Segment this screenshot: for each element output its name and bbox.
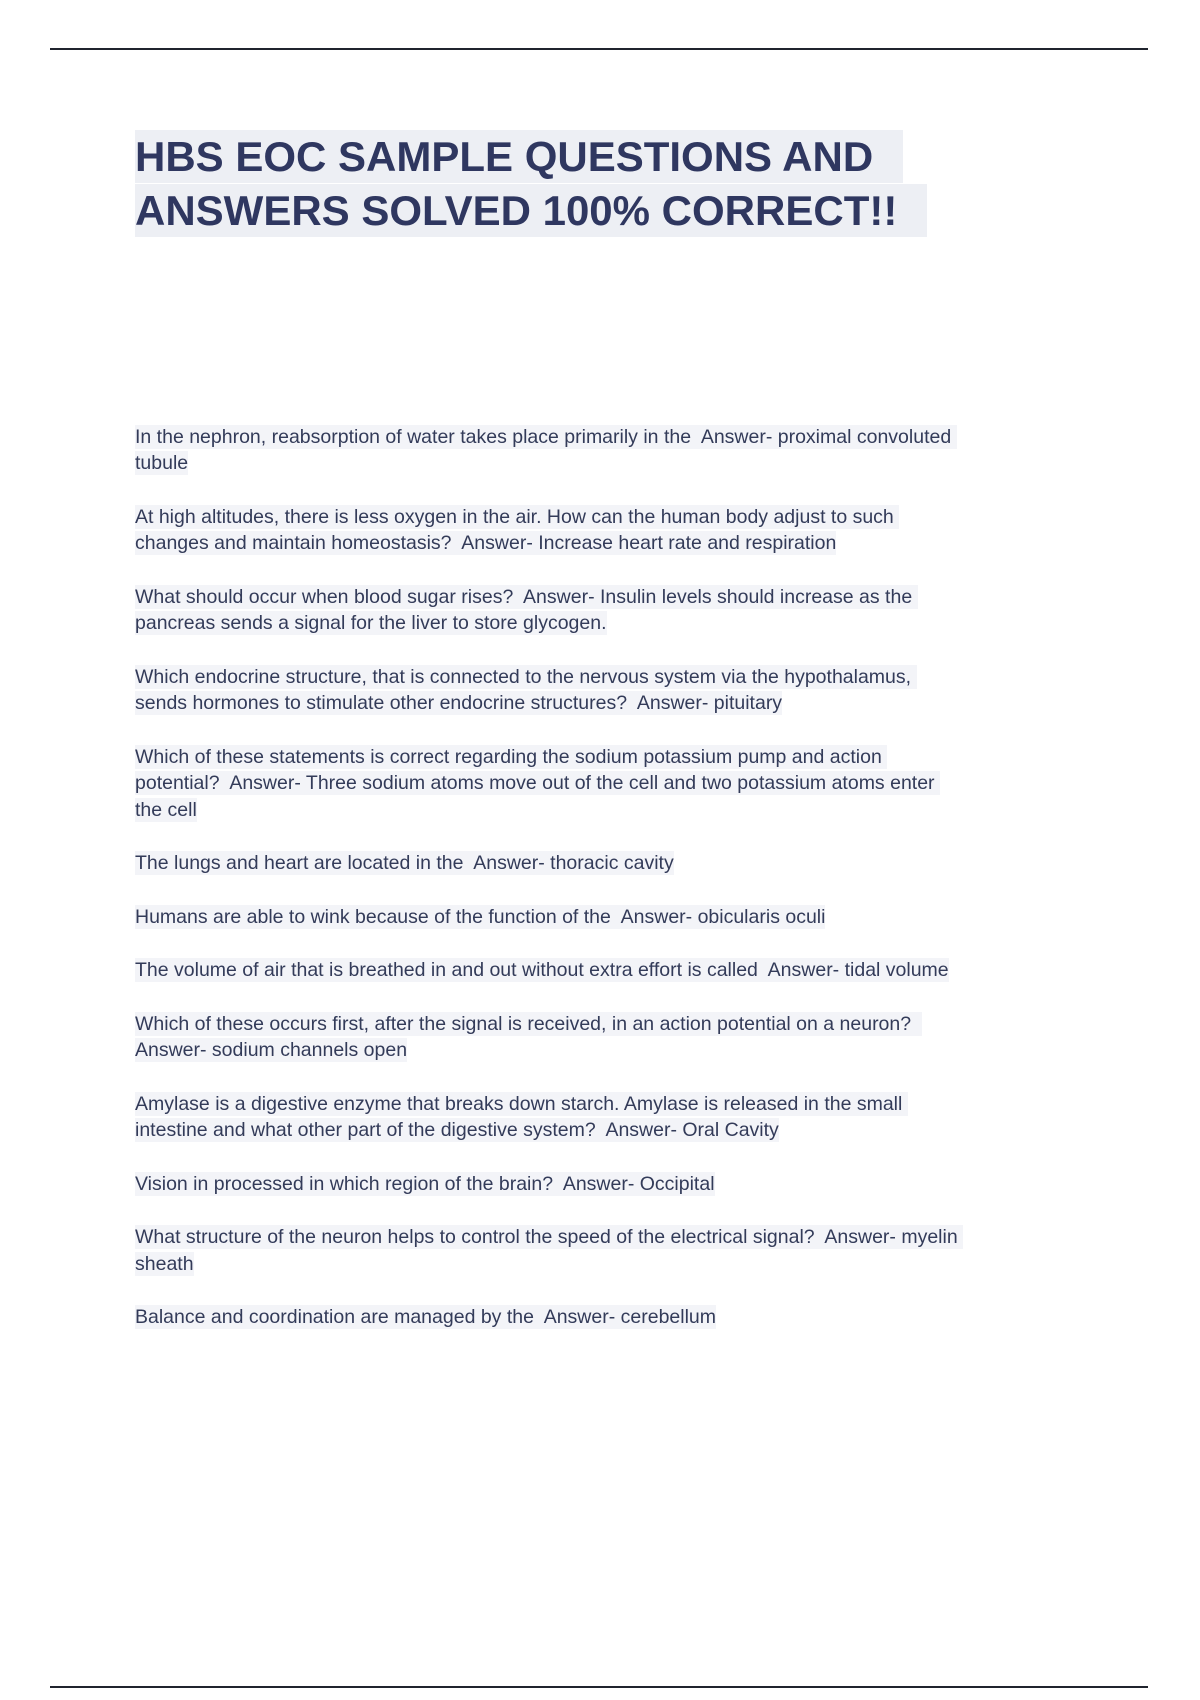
qa-text: The lungs and heart are located in the Answer- thoracic cavity	[135, 852, 674, 874]
qa-text: Which of these statements is correct regarding the sodium potassium pump and action potential? Answer- Three sodium atoms move out of the cell and two potassium atoms enter the cell	[135, 745, 940, 821]
bottom-rule	[50, 1686, 1148, 1688]
qa-paragraph	[135, 904, 967, 931]
qa-text: Which of these occurs first, after the signal is received, in an action potential on a neuron? Answer- sodium channels open	[135, 1012, 922, 1061]
qa-text: What structure of the neuron helps to control the speed of the electrical signal? Answer- myelin sheath	[135, 1226, 964, 1275]
qa-paragraph	[135, 584, 967, 637]
page-content	[135, 130, 967, 1358]
qa-text: Which endocrine structure, that is connected to the nervous system via the hypothalamus, sends hormones to stimulate other endocrine structures? Answer- pituitary	[135, 665, 917, 714]
qa-text: What should occur when blood sugar rises? Answer- Insulin levels should increase as the pancreas sends a signal for the liver to store glycogen.	[135, 585, 918, 634]
page-title-text: HBS EOC SAMPLE QUESTIONS AND ANSWERS SOLVED 100% CORRECT!!	[135, 130, 927, 237]
qa-paragraph	[135, 1171, 967, 1198]
top-rule	[50, 48, 1148, 50]
qa-paragraph	[135, 1011, 967, 1064]
qa-paragraph	[135, 850, 967, 877]
qa-list	[135, 424, 967, 1331]
qa-text: Vision in processed in which region of the brain? Answer- Occipital	[135, 1172, 715, 1195]
qa-text: The volume of air that is breathed in and out without extra effort is called Answer- tidal volume	[135, 959, 949, 981]
qa-text: Balance and coordination are managed by the Answer- cerebellum	[135, 1306, 717, 1328]
qa-paragraph	[135, 1304, 967, 1331]
qa-paragraph	[135, 424, 967, 477]
qa-text: Humans are able to wink because of the function of the Answer- obicularis oculi	[135, 905, 826, 928]
qa-paragraph	[135, 504, 967, 557]
qa-paragraph	[135, 1224, 967, 1277]
qa-paragraph	[135, 1091, 967, 1144]
qa-text: In the nephron, reabsorption of water takes place primarily in the Answer- proximal convoluted tubule	[135, 425, 957, 474]
page-title	[135, 130, 967, 238]
qa-text: At high altitudes, there is less oxygen in the air. How can the human body adjust to such changes and maintain homeostasis? Answer- Increase heart rate and respiration	[135, 505, 900, 554]
qa-paragraph	[135, 957, 967, 984]
qa-text: Amylase is a digestive enzyme that breaks down starch. Amylase is released in the small intestine and what other part of the digestive system? Answer- Oral Cavity	[135, 1092, 908, 1141]
qa-paragraph	[135, 664, 967, 717]
qa-paragraph	[135, 744, 967, 824]
